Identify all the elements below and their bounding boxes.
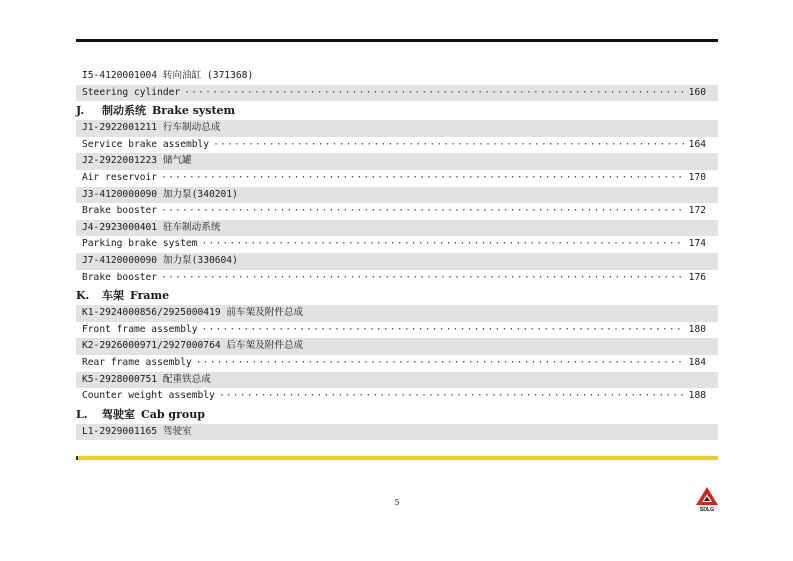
header-rule xyxy=(76,39,718,42)
leader-dots xyxy=(196,355,685,372)
entry-title: Brake booster xyxy=(82,205,158,217)
leader-dots xyxy=(202,236,685,253)
toc-part-row xyxy=(76,338,718,355)
part-number-text: J1-2922001211 行车制动总成 xyxy=(82,122,221,134)
part-number-text: J7-4120000090 加力泵(330604) xyxy=(82,254,238,266)
entry-page: 164 xyxy=(688,138,706,150)
entry-title: Counter weight assembly xyxy=(82,390,215,402)
leader-dots xyxy=(184,85,684,102)
entry-page: 180 xyxy=(688,323,706,335)
section-title-zh: 制动系统 xyxy=(102,104,146,118)
section-letter: J. xyxy=(76,104,85,118)
toc-part-row xyxy=(76,372,718,389)
section-title-en: Brake system xyxy=(152,104,236,118)
part-number-text: K2-2926000971/2927000764 后车架及附件总成 xyxy=(82,340,304,352)
entry-page: 170 xyxy=(688,171,706,183)
toc-part-row xyxy=(76,220,718,237)
part-number-text: J3-4120000090 加力泵(340201) xyxy=(82,188,238,200)
section-title-en: Frame xyxy=(130,289,170,303)
toc-part-row xyxy=(76,253,718,270)
section-letter: L. xyxy=(76,407,88,421)
part-number-text: J2-2922001223 储气罐 xyxy=(82,155,192,167)
entry-page: 172 xyxy=(688,205,706,217)
entry-title: Rear frame assembly xyxy=(82,356,192,368)
section-heading xyxy=(76,101,718,120)
section-heading xyxy=(76,286,718,305)
leader-dots xyxy=(161,270,685,287)
entry-page: 160 xyxy=(688,86,706,98)
leader-dots xyxy=(219,388,685,405)
section-heading xyxy=(76,405,718,424)
section-title-zh: 车架 xyxy=(102,289,124,303)
leader-dots xyxy=(161,203,685,220)
footer-rule xyxy=(76,456,718,460)
leader-dots xyxy=(202,322,685,339)
toc-part-row xyxy=(76,424,718,441)
toc-entry[interactable] xyxy=(76,85,718,102)
part-number-text: J4-2923000401 驻车制动系统 xyxy=(82,221,221,233)
toc-entry[interactable] xyxy=(76,236,718,253)
entry-title: Steering cylinder xyxy=(82,86,181,98)
entry-title: Brake booster xyxy=(82,271,158,283)
toc-entry[interactable] xyxy=(76,270,718,287)
toc-entry[interactable] xyxy=(76,355,718,372)
toc-part-row xyxy=(76,153,718,170)
entry-page: 176 xyxy=(688,271,706,283)
entry-title: Front frame assembly xyxy=(82,323,198,335)
leader-dots xyxy=(213,137,685,154)
part-number-text: I5-4120001004 转向油缸 (371368) xyxy=(82,70,254,81)
entry-title: Air reservoir xyxy=(82,171,158,183)
table-of-contents xyxy=(76,68,718,440)
part-number-text: K5-2928000751 配重铁总成 xyxy=(82,373,211,385)
entry-title: Parking brake system xyxy=(82,238,198,250)
toc-part-row xyxy=(76,120,718,137)
part-number-text: K1-2924000856/2925000419 前车架及附件总成 xyxy=(82,307,304,319)
toc-part-row xyxy=(76,187,718,204)
leader-dots xyxy=(161,170,685,187)
section-title-en: Cab group xyxy=(141,407,205,421)
page-number: 5 xyxy=(394,498,400,507)
section-title-zh: 驾驶室 xyxy=(102,407,135,421)
toc-part-row xyxy=(76,68,718,85)
section-letter: K. xyxy=(76,289,90,303)
toc-entry[interactable] xyxy=(76,137,718,154)
part-number-text: L1-2929001165 驾驶室 xyxy=(82,425,192,437)
entry-page: 184 xyxy=(688,356,706,368)
toc-entry[interactable] xyxy=(76,388,718,405)
toc-entry[interactable] xyxy=(76,322,718,339)
svg-text:SDLG: SDLG xyxy=(699,507,715,512)
toc-entry[interactable] xyxy=(76,170,718,187)
sdlg-logo xyxy=(694,486,720,512)
toc-entry[interactable] xyxy=(76,203,718,220)
entry-page: 174 xyxy=(688,238,706,250)
entry-title: Service brake assembly xyxy=(82,138,210,150)
entry-page: 188 xyxy=(688,390,706,402)
toc-part-row xyxy=(76,305,718,322)
